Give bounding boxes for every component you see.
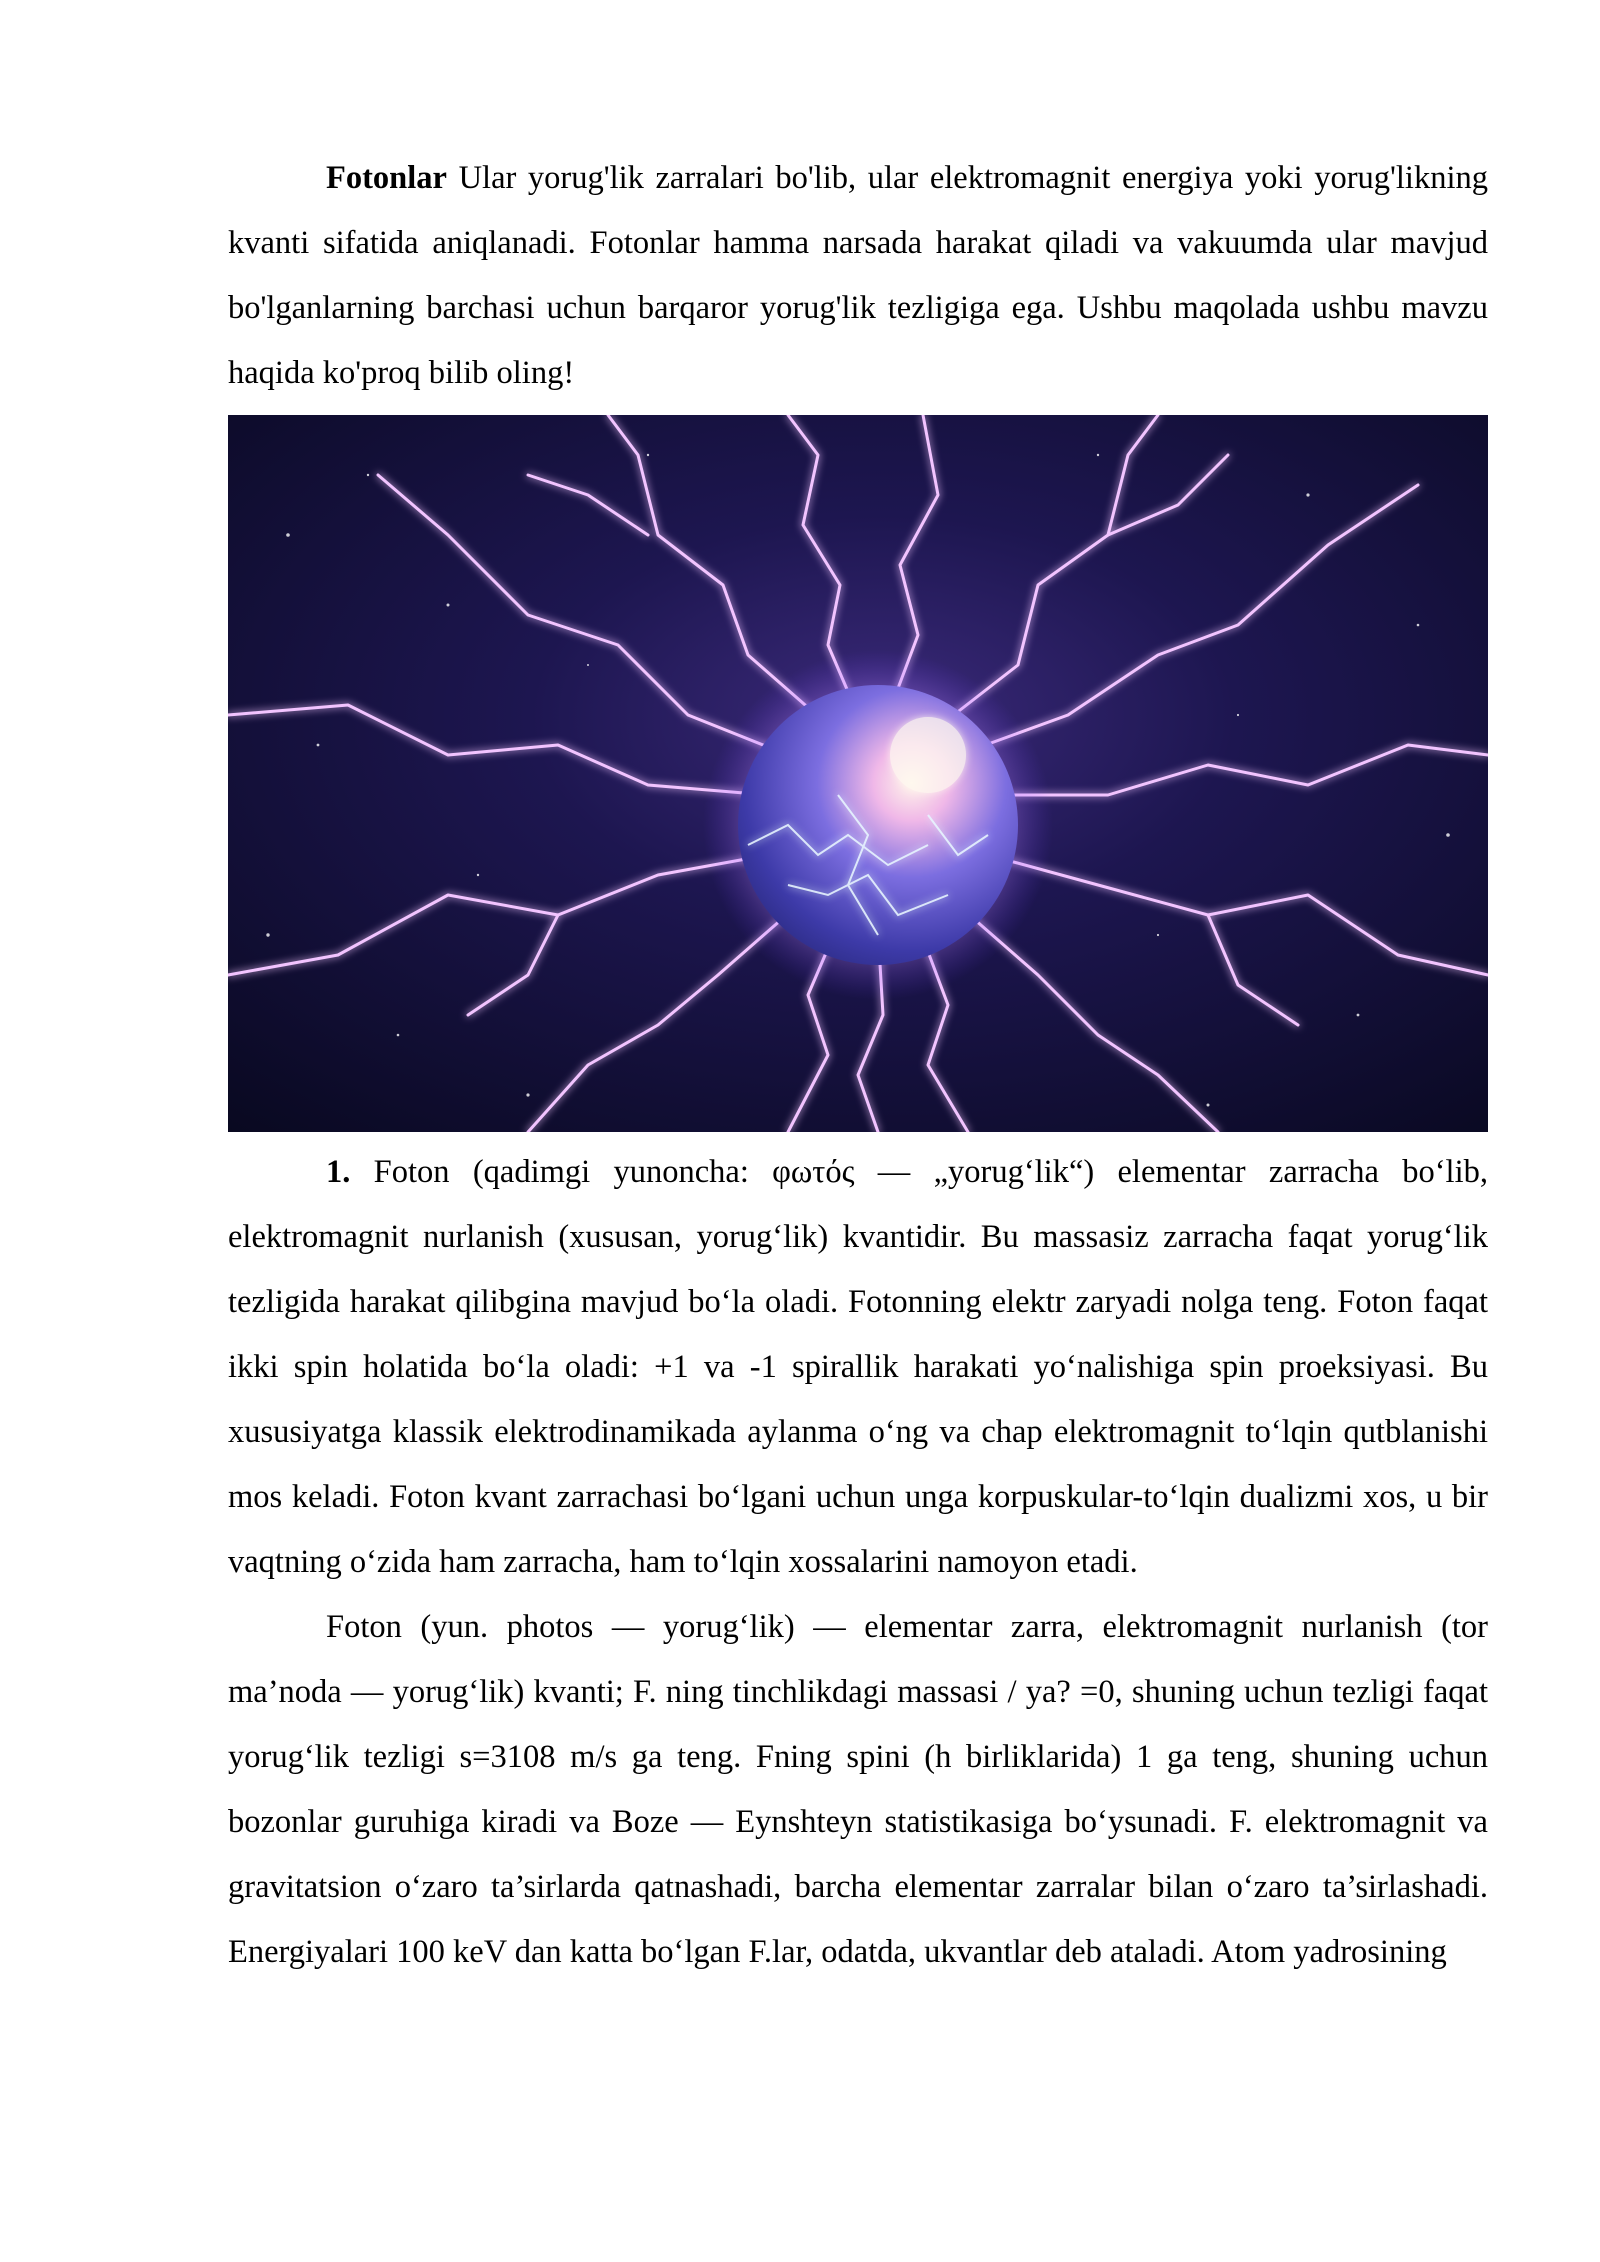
intro-paragraph bbox=[228, 146, 1488, 406]
intro-term: Fotonlar bbox=[326, 160, 447, 196]
document-page bbox=[228, 146, 1488, 1985]
section-2-text: Foton (yun. photos — yorug‘lik) — elementar zarra, elektromagnit nurlanish (tor ma’noda — yorug‘lik) kvanti; F. ning tinchlikdagi massasi / ya? =0, shuning uchun tezligi faqat yorug‘lik tezligi s=3108 m/s ga teng. Fning spini (h birliklarida) 1 ga teng, shuning uchun bozonlar guruhiga kiradi va Boze — Eynshteyn statistikasiga bo‘ysunadi. F. elektromagnit va gravitatsion o‘zaro ta’sirlarda qatnashadi, barcha elementar zarralar bilan o‘zaro ta’sirlashadi. Energiyalari 100 keV dan katta bo‘lgan F.lar, odatda, ukvantlar deb ataladi. Atom yadrosining bbox=[228, 1609, 1488, 1970]
section-1-number: 1. bbox=[326, 1154, 351, 1190]
intro-text: Ular yorug'lik zarralari bo'lib, ular elektromagnit energiya yoki yorug'likning kvanti sifatida aniqlanadi. Fotonlar hamma narsada harakat qiladi va vakuumda ular mavjud bo'lganlarning barchasi uchun barqaror yorug'lik tezligiga ega. Ushbu maqolada ushbu mavzu haqida ko'proq bilib oling! bbox=[228, 160, 1488, 391]
photon-lightning-sphere-image bbox=[228, 415, 1488, 1132]
section-2-paragraph bbox=[228, 1595, 1488, 1985]
section-1-text: Foton (qadimgi yunoncha: φωτός — „yorug‘lik“) elementar zarracha bo‘lib, elektromagnit nurlanish (xususan, yorug‘lik) kvantidir. Bu massasiz zarracha faqat yorug‘lik tezligida harakat qilibgina mavjud bo‘la oladi. Fotonning elektr zaryadi nolga teng. Foton faqat ikki spin holatida bo‘la oladi: +1 va -1 spirallik harakati yo‘nalishiga spin proeksiyasi. Bu xususiyatga klassik elektrodinamikada aylanma o‘ng va chap elektromagnit to‘lqin qutblanishi mos keladi. Foton kvant zarrachasi bo‘lgani uchun unga korpuskular-to‘lqin dualizmi xos, u bir vaqtning o‘zida ham zarracha, ham to‘lqin xossalarini namoyon etadi. bbox=[228, 1154, 1488, 1580]
section-1-paragraph bbox=[228, 1140, 1488, 1595]
photon-illustration bbox=[228, 415, 1488, 1132]
photon-sphere bbox=[738, 685, 1018, 965]
